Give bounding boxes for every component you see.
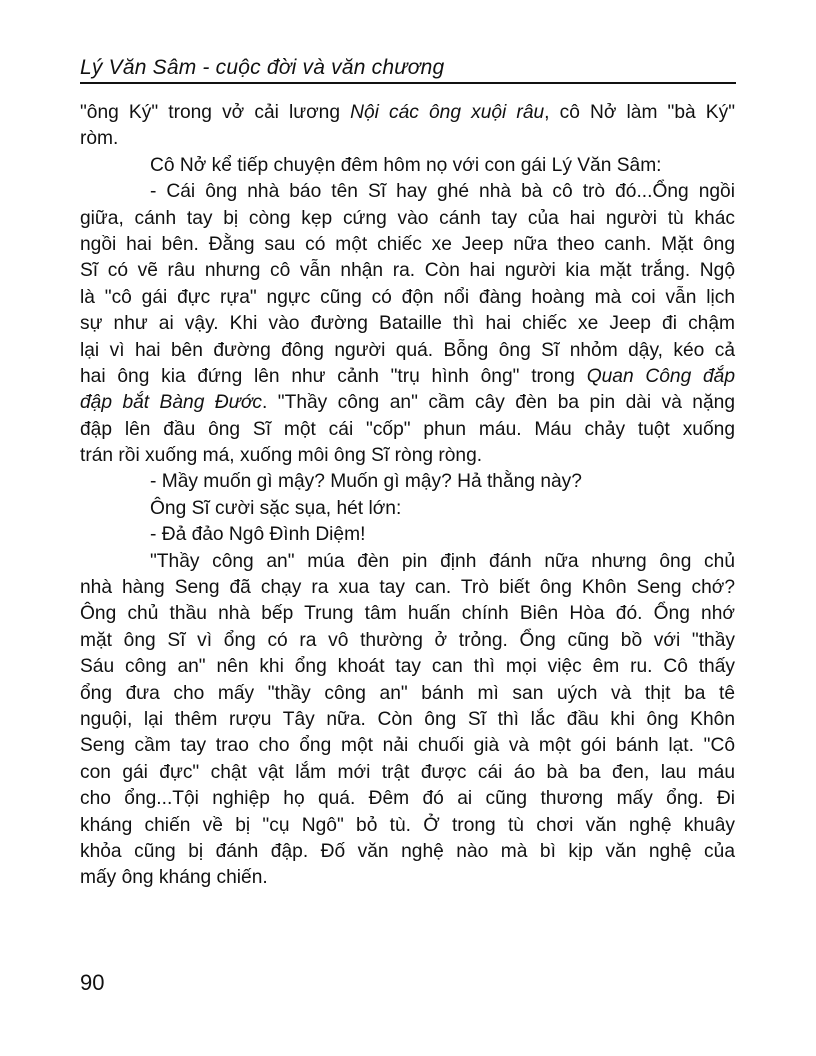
text-segment: hai ông kia đứng lên như cảnh "trụ hình ông" trong (80, 365, 587, 387)
text-line (80, 654, 735, 680)
text-line (80, 206, 735, 232)
text-line (80, 760, 735, 786)
text-segment: , cô Nở làm "bà Ký" (544, 102, 736, 123)
text-segment: đập lên đầu ông Sĩ một cái "cốp" phun máu. Máu chảy tuột xuống (80, 418, 735, 440)
text-segment: kháng chiến về bị "cụ Ngô" bỏ tù. Ở trong tù chơi văn nghệ khuây (80, 814, 735, 836)
text-line (80, 601, 735, 627)
text-line (80, 443, 735, 469)
text-line (80, 258, 735, 284)
text-segment: sự như ai vậy. Khi vào đường Bataille thì hai chiếc xe Jeep đi chậm (80, 313, 735, 335)
text-segment: "ông Ký" trong vở cải lương (80, 102, 351, 123)
italic-title-text: Quan Công đắp (586, 365, 735, 387)
italic-title-text: Nội các ông xuội râu (350, 102, 545, 123)
text-line (80, 707, 735, 733)
text-line (80, 575, 735, 601)
text-line (80, 232, 735, 258)
page-number: 90 (80, 970, 105, 995)
text-segment: mặt ông Sĩ vì ổng có ra vô thường ở trỏng. Ổng cũng bồ với "thầy (80, 629, 735, 651)
text-segment: Seng cầm tay trao cho ổng một nải chuối già và một gói bánh lạt. "Cô (80, 735, 735, 757)
text-line (80, 522, 735, 548)
text-segment: - Đả đảo Ngô Đình Diệm! (150, 524, 366, 546)
text-line (80, 549, 735, 575)
text-segment: cho ổng...Tội nghiệp họ quá. Đêm đó ai cũng thương mấy ổng. Đi (80, 788, 735, 810)
text-segment: Sáu công an" nên khi ổng khoát tay can thì mọi việc êm ru. Cô thấy (80, 656, 735, 678)
running-header-title: Lý Văn Sâm - cuộc đời và văn chương (80, 56, 445, 79)
text-segment: nhà hàng Seng đã chạy ra xua tay can. Trò biết ông Khôn Seng chớ? (80, 577, 735, 599)
text-line (80, 733, 735, 759)
italic-title-text: đập bắt Bàng Đước (80, 392, 263, 414)
text-segment: nguội, lại thêm rượu Tây nữa. Còn ông Sĩ thì lắc đầu khi ông Khôn (80, 708, 735, 730)
text-line (80, 469, 735, 495)
text-segment: là "cô gái đực rựa" ngực cũng có độn nổi đàng hoàng mà coi vẫn lịch (80, 286, 735, 308)
text-segment: Sĩ có vẽ râu nhưng cô vẫn nhận ra. Còn hai người kia mặt trắng. Ngộ (80, 260, 735, 282)
text-line (80, 126, 735, 152)
text-line (80, 338, 735, 364)
text-line (80, 681, 735, 707)
text-segment: - Mầy muốn gì mậy? Muốn gì mậy? Hả thằng này? (150, 471, 582, 493)
text-segment: giữa, cánh tay bị còng kẹp cứng vào cánh tay của hai người tù khác (80, 207, 735, 229)
text-line (80, 285, 735, 311)
body-text (80, 100, 735, 892)
text-line (80, 628, 735, 654)
text-line (80, 496, 735, 522)
text-line (80, 311, 735, 337)
text-segment: ổng đưa cho mấy "thầy công an" bánh mì san uých và thịt ba tê (80, 682, 735, 704)
text-segment: mấy ông kháng chiến. (80, 867, 268, 889)
text-line (80, 865, 735, 891)
text-line (80, 390, 735, 416)
text-line (80, 179, 735, 205)
text-segment: Ông Sĩ cười sặc sụa, hét lớn: (150, 497, 402, 519)
text-segment: con gái đực" chật vật lắm mới trật được cái áo bà ba đen, lau máu (80, 761, 735, 783)
text-segment: Cô Nở kể tiếp chuyện đêm hôm nọ với con gái Lý Văn Sâm: (150, 154, 662, 176)
text-segment: lại vì hai bên đường đông người quá. Bỗng ông Sĩ nhỏm dậy, kéo cả (80, 339, 735, 361)
text-line (80, 417, 735, 443)
text-segment: ngồi hai bên. Đằng sau có một chiếc xe Jeep nữa theo canh. Mặt ông (80, 233, 735, 255)
text-line (80, 100, 735, 126)
text-segment: trán rồi xuống má, xuống môi ông Sĩ ròng ròng. (80, 445, 483, 467)
text-line (80, 839, 735, 865)
text-line (80, 786, 735, 812)
text-line (80, 813, 735, 839)
text-segment: khỏa cũng bị đánh đập. Đố văn nghệ nào mà bì kịp văn nghệ của (80, 840, 735, 862)
text-line (80, 364, 735, 390)
text-segment: ròm. (80, 128, 119, 150)
running-header (80, 54, 736, 84)
text-segment: - Cái ông nhà báo tên Sĩ hay ghé nhà bà cô trò đó...Ổng ngồi (150, 181, 735, 203)
text-segment: Ông chủ thầu nhà bếp Trung tâm huấn chính Biên Hòa đó. Ổng nhớ (80, 603, 735, 625)
text-segment: . "Thầy công an" cầm cây đèn ba pin dài và nặng (262, 392, 735, 414)
text-line (80, 153, 735, 179)
text-segment: "Thầy công an" múa đèn pin định đánh nữa nhưng ông chủ (150, 550, 735, 572)
